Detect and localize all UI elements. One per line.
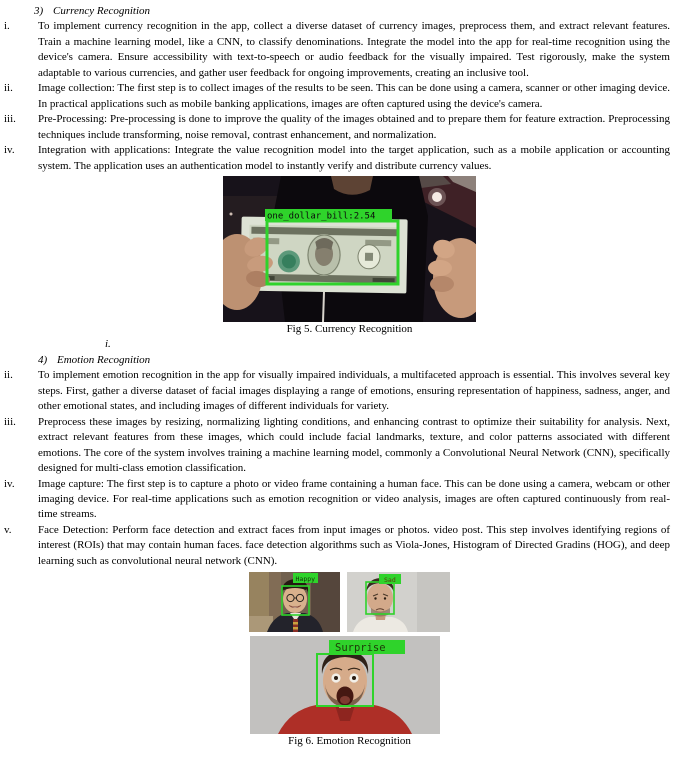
- list-marker: ii.: [4, 369, 13, 382]
- tie: [293, 619, 298, 632]
- sad-detection-label: Sad: [384, 576, 396, 585]
- list-marker: iv.: [4, 144, 15, 157]
- figure5-caption: Fig 5. Currency Recognition: [286, 322, 413, 335]
- list-marker: v.: [4, 523, 12, 536]
- figure6-bottom-row: [250, 636, 440, 734]
- eye-right: [384, 598, 386, 600]
- currency-detection-label: one_dollar_bill:2.54: [267, 211, 376, 222]
- section3-heading-title: Currency Recognition: [53, 5, 151, 17]
- emotion-photo-surprise: [250, 636, 440, 734]
- right-finger: [428, 260, 452, 276]
- currency-list-item-iv: [4, 143, 670, 174]
- emotion-list-item-ii: [4, 368, 670, 414]
- list-text: Image capture: The first step is to capture a photo or video frame containing a human face. This can be done using a camera, webcam or other imaging device. For real-time applications such as emotion recognition or video analysis, images are often captured continuously from real-time streams.: [38, 477, 670, 521]
- currency-photo: [223, 176, 476, 322]
- right-finger: [430, 276, 454, 292]
- pupil-right: [352, 676, 356, 680]
- stray-list-marker: i.: [105, 338, 111, 351]
- section3-heading-number: 3): [34, 5, 44, 17]
- list-text: Integration with applications: Integrate the value recognition model into the target application, such as a mobile application or accounting system. The application uses an authentication model to instantly verify and distribute currency values.: [38, 144, 670, 172]
- section3-heading: [4, 4, 670, 19]
- figure5: [223, 176, 476, 337]
- list-marker: ii.: [4, 82, 13, 95]
- mouth-inner: [340, 696, 350, 704]
- light: [432, 192, 442, 202]
- pupil-left: [334, 676, 338, 680]
- list-text: Face Detection: Perform face detection and extract faces from input images or photos. video post. This step involves identifying regions of interest (ROIs) that may contain human faces. face detection algorithms such as Viola-Jones, Histogram of Directed Gradins (HOG), and deep learning such as convolutional neural network (CNN).: [38, 523, 670, 567]
- currency-list-item-iii: [4, 112, 670, 143]
- one-mark: [365, 253, 373, 261]
- list-marker: iii.: [4, 113, 16, 126]
- figure6-caption: Fig 6. Emotion Recognition: [288, 735, 411, 748]
- section4-heading-number: 4): [38, 353, 48, 366]
- currency-list-item-i: [4, 19, 670, 81]
- figure6: [249, 572, 450, 749]
- section4-heading: [4, 353, 670, 368]
- list-text: Image collection: The first step is to collect images of the results to be seen. This can be done using a camera, scanner or other imaging device. In practical applications such as mobile banking applications, images are often captured using the device's camera.: [38, 82, 670, 110]
- emotion-list-item-iii: [4, 415, 670, 477]
- tie-stripe: [293, 627, 298, 630]
- currency-list-item-ii: [4, 81, 670, 112]
- emotion-photo-sad: [347, 572, 450, 632]
- list-marker: i.: [4, 20, 10, 33]
- eye-left: [374, 598, 376, 600]
- section4-heading-title: Emotion Recognition: [57, 353, 151, 366]
- cord: [323, 292, 324, 322]
- figure6-top-row: [249, 572, 450, 632]
- emotion-list-item-iv: [4, 477, 670, 523]
- bill-scroll: [373, 278, 395, 282]
- wall-dot: [230, 212, 233, 215]
- tie-stripe: [293, 622, 298, 625]
- list-marker: iv.: [4, 477, 15, 490]
- list-text: To implement emotion recognition in the app for visually impaired individuals, a multifaceted approach is essential. This involves several key steps. First, gather a diverse dataset of facial images displaying a range of emotions, ensuring representation of happiness, sadness, anger, and other emotional states, and including images of different individuals for variety.: [38, 369, 670, 413]
- list-text: To implement currency recognition in the app, collect a diverse dataset of currency images, preprocess them, and extract relevant features. Train a machine learning model, like a CNN, to classify denominations. Integrate the model into the app for real-time recognition using the device's camera. Ensure accessibility with text-to-speech or audio feedback for the visually impaired. Test rigorously, make the system adaptable to various currencies, and gather user feedback for ongoing improvements, creating an inclusive tool.: [38, 20, 670, 79]
- emotion-photo-happy: [249, 572, 340, 632]
- background-shade: [417, 572, 450, 632]
- list-marker: iii.: [4, 415, 16, 428]
- happy-detection-label: Happy: [295, 575, 316, 584]
- emotion-list-item-v: [4, 523, 670, 569]
- list-text: Pre-Processing: Pre-processing is done to improve the quality of the images obtained and to prepare them for feature extraction. Preprocessing techniques include transforming, noise removal, contrast enhancement, and normalization.: [38, 113, 670, 141]
- list-text: Preprocess these images by resizing, normalizing lighting conditions, and enhancing contrast to optimize their suitability for analysis. Next, extract relevant features from these images, which could include facial landmarks, texture, and color patterns associated with different emotions. The core of the system involves training a machine learning model, commonly a Convolutional Neural Network (CNN), specifically designed for multi-class emotion classification.: [38, 415, 670, 475]
- surprise-detection-label: Surprise: [335, 642, 386, 655]
